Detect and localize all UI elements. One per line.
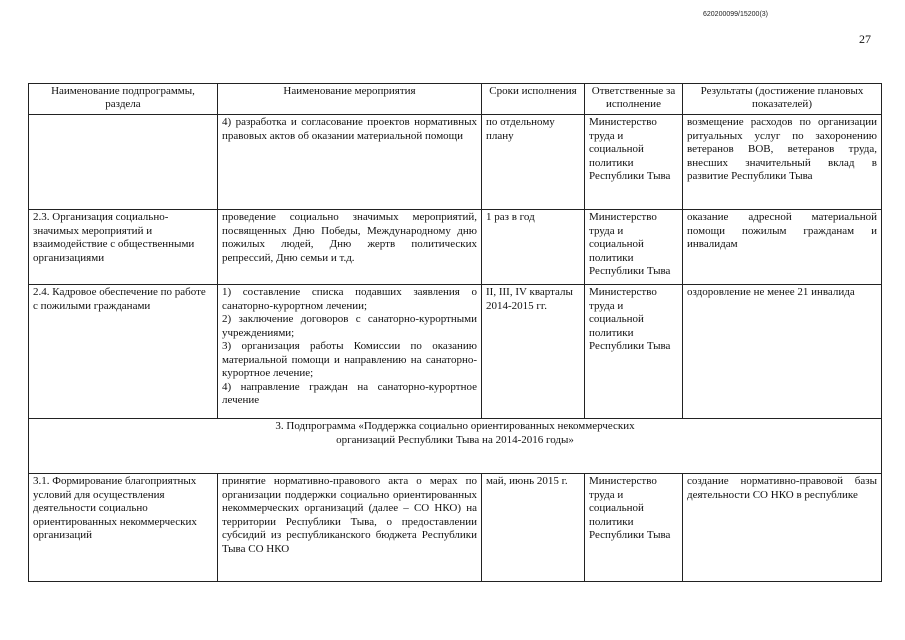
cell-activity: принятие нормативно-правового акта о мерах по организации поддержки социально ориентированных некоммерческих организаций (далее – СО НКО) на территории Республики Тыва, о предоставлении субсидий из республиканского бюджета Республики Тыва СО НКО [218, 474, 482, 582]
cell-result: создание нормативно-правовой базы деятельности СО НКО в республике [683, 474, 882, 582]
table-row [29, 474, 882, 582]
section-title [29, 419, 882, 474]
cell-activity: 4) разработка и согласование проектов нормативных правовых актов об оказании материальной помощи [218, 115, 482, 210]
cell-deadline: май, июнь 2015 г. [482, 474, 585, 582]
cell-activity [218, 285, 482, 419]
document-id: 620200099/15200(3) [703, 11, 769, 18]
table-row [29, 210, 882, 285]
cell-deadline: по отдельному плану [482, 115, 585, 210]
cell-responsible: Министерство труда и социальной политики Республики Тыва [585, 115, 683, 210]
header-responsible: Ответственные за исполнение [585, 84, 683, 115]
cell-deadline: II, III, IV кварталы 2014-2015 гг. [482, 285, 585, 419]
cell-subprogram [29, 115, 218, 210]
header-deadline: Сроки исполнения [482, 84, 585, 115]
cell-subprogram: 2.4. Кадровое обеспечение по работе с пожилыми гражданами [29, 285, 218, 419]
cell-result: возмещение расходов по организации ритуальных услуг по захоронению ветеранов ВОВ, ветеранов труда, внесших значительный вклад в развитие Республики Тыва [683, 115, 882, 210]
cell-activity: проведение социально значимых мероприятий, посвященных Дню Победы, Международному дню пожилых людей, Дню жертв политических репрессий, Дню семьи и т.д. [218, 210, 482, 285]
section-header-row [29, 419, 882, 474]
activity-step: 2) заключение договоров с санаторно-курортными учреждениями; [222, 313, 477, 339]
cell-result: оказание адресной материальной помощи пожилым гражданам и инвалидам [683, 210, 882, 285]
table-header-row [29, 84, 882, 115]
table-row [29, 285, 882, 419]
header-subprogram: Наименование подпрограммы, раздела [29, 84, 218, 115]
cell-result: оздоровление не менее 21 инвалида [683, 285, 882, 419]
cell-subprogram: 3.1. Формирование благоприятных условий для осуществления деятельности социально ориентированных некоммерческих организаций [29, 474, 218, 582]
table-row [29, 115, 882, 210]
section-title-line: организаций Республики Тыва на 2014-2016 годы» [336, 433, 574, 446]
cell-responsible: Министерство труда и социальной политики Республики Тыва [585, 474, 683, 582]
cell-responsible: Министерство труда и социальной политики Республики Тыва [585, 285, 683, 419]
header-activity: Наименование мероприятия [218, 84, 482, 115]
header-result: Результаты (достижение плановых показателей) [683, 84, 882, 115]
activity-step: 3) организация работы Комиссии по оказанию материальной помощи и направлению на санаторно-курортное лечение; [222, 340, 477, 379]
cell-subprogram: 2.3. Организация социально-значимых мероприятий и взаимодействие с общественными организациями [29, 210, 218, 285]
cell-deadline: 1 раз в год [482, 210, 585, 285]
section-title-line: 3. Подпрограмма «Поддержка социально ориентированных некоммерческих [275, 420, 635, 432]
activity-step: 1) составление списка подавших заявления о санаторно-курортном лечении; [222, 286, 477, 312]
page-number: 27 [859, 32, 871, 46]
activity-step: 4) направление граждан на санаторно-курортное лечение [222, 380, 477, 406]
activities-table [28, 83, 882, 582]
cell-responsible: Министерство труда и социальной политики Республики Тыва [585, 210, 683, 285]
